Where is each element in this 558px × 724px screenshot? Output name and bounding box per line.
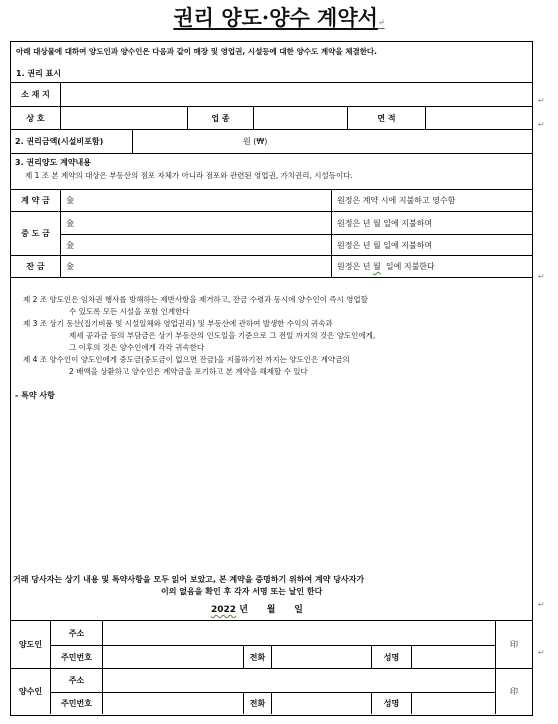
intro-text: 아래 대상물에 대하여 양도인과 양수인은 다음과 같이 매장 및 영업권, 시설등에 대한 양수도 계약을 체결한다. [16, 46, 378, 56]
seller-label: 양도인 [11, 621, 51, 668]
amount-row [11, 129, 532, 153]
buyer-address-label: 주소 [51, 669, 103, 692]
contract-document [10, 41, 533, 716]
buyer-address-field[interactable] [103, 669, 495, 692]
article-4-line-2: 2 배액을 상환하고 양수인은 계약금을 포기하고 본 계약을 해제할 수 있다 [69, 367, 308, 376]
location-field[interactable] [61, 83, 532, 106]
deposit-amount-field[interactable] [61, 190, 331, 211]
article-3-line-1: 제 3 조 상기 동산(집기비품 및 시설일체와 영업권리) 및 부동산에 관하여 발생한 수익의 귀속과 [23, 319, 333, 328]
middle-won-prefix-1: 金 [66, 218, 74, 228]
margin-mark: ↵ [538, 96, 545, 105]
balance-row [11, 255, 532, 277]
store-name-label: 상 호 [11, 107, 61, 129]
balance-label: 잔 금 [11, 256, 61, 277]
article-2-line-1: 제 2 조 양도인은 임차권 행사를 방해하는 제반사항을 제거하고, 잔금 수령과 동시에 양수인이 즉시 영업할 [23, 295, 368, 304]
buyer-name-field[interactable] [411, 692, 495, 714]
store-row [11, 106, 532, 129]
special-terms-heading: - 특약 사항 [15, 391, 55, 400]
deposit-label: 계 약 금 [11, 190, 61, 211]
section-1-heading: 1. 권리 표시 [16, 69, 62, 78]
seller-phone-label: 전화 [243, 645, 271, 668]
section-2-heading: 2. 권리금액(시설비포함) [11, 130, 133, 153]
middle-payment-row [11, 211, 532, 255]
store-name-field[interactable] [61, 107, 187, 129]
article-1-text: 제 1 조 본 계약의 대상은 부동산의 점포 자체가 아니라 점포와 관련된 영업권, 가치권리, 시설등이다. [25, 171, 353, 180]
margin-mark: ↵ [538, 648, 545, 657]
buyer-label: 양수인 [11, 669, 51, 714]
buyer-id-label: 주민번호 [51, 692, 103, 714]
business-type-field[interactable] [253, 107, 347, 129]
seller-name-field[interactable] [411, 645, 495, 668]
closing-line-1: 거래 당사자는 상기 내용 및 특약사항을 모두 읽어 보았고, 본 계약을 증명하기 위하여 계약 당사자가 [13, 575, 365, 584]
middle-note-2: 원정은 년 월 일에 지불하며 [331, 234, 532, 255]
contract-date [211, 602, 303, 615]
seller-id-label: 주민번호 [51, 645, 103, 668]
title-text: 권리 양도·양수 계약서 [173, 5, 378, 30]
seller-id-field[interactable] [103, 645, 243, 668]
date-year: 2022 [211, 605, 237, 615]
page-title [0, 2, 558, 32]
balance-won-prefix: 金 [66, 262, 74, 271]
deposit-row [11, 189, 532, 211]
buyer-phone-field[interactable] [271, 692, 371, 714]
article-4-line-1: 제 4 조 양수인이 양도인에게 중도금(중도금이 없으면 잔금)을 지불하기전 까지는 양도인은 계약금의 [23, 355, 350, 364]
margin-mark: ↵ [538, 600, 545, 609]
section-3-heading: 3. 권리양도 계약내용 [15, 158, 91, 167]
deposit-note: 원정은 계약 시에 지불하고 영수함 [331, 190, 532, 211]
balance-note-b: 월 [373, 262, 381, 271]
amount-field[interactable] [133, 130, 239, 153]
article-3-line-2: 제세 공과금 등의 부담금은 상기 부동산의 인도일을 기준으로 그 전일 까지의 것은 양도인에게, [69, 331, 376, 340]
section-3-header-row [11, 153, 532, 189]
seller-seal: 印 [495, 621, 532, 668]
date-row [11, 598, 532, 620]
date-day-unit: 일 [294, 605, 303, 615]
buyer-name-label: 성명 [371, 692, 411, 714]
buyer-seal: 印 [495, 669, 532, 714]
amount-unit: 원 (₩) [243, 137, 268, 146]
buyer-block [11, 668, 532, 714]
location-label: 소 재 지 [11, 83, 61, 106]
deposit-won-prefix: 金 [66, 196, 74, 205]
middle-won-prefix-2: 金 [66, 240, 74, 250]
business-type-label: 업 종 [187, 107, 253, 129]
seller-name-label: 성명 [371, 645, 411, 668]
middle-note-1: 원정은 년 월 일에 지불하며 [331, 212, 532, 234]
seller-phone-field[interactable] [271, 645, 371, 668]
special-terms-field[interactable] [17, 408, 517, 568]
article-3-line-3: 그 이후의 것은 양수인에게 각각 귀속한다 [69, 343, 205, 352]
section-1-heading-row [11, 60, 532, 82]
terms-body [11, 277, 532, 598]
seller-address-field[interactable] [103, 621, 495, 645]
date-month-unit: 월 [266, 605, 276, 615]
margin-mark: ↵ [538, 272, 545, 281]
location-row [11, 82, 532, 106]
article-2-line-2: 수 있도록 모든 시설을 포함 인계한다 [69, 307, 190, 316]
closing-line-2: 이의 없음을 확인 후 각자 서명 또는 날인 한다 [161, 587, 323, 596]
balance-note-a: 원정은 년 [337, 262, 371, 271]
balance-note [331, 256, 532, 277]
area-field[interactable] [425, 107, 532, 129]
intro-row [11, 42, 532, 60]
middle-amount-field-1[interactable] [61, 212, 331, 234]
area-label: 면 적 [347, 107, 425, 129]
buyer-phone-label: 전화 [243, 692, 271, 714]
balance-amount-field[interactable] [61, 256, 331, 277]
balance-note-c: 일에 지불한다 [385, 262, 435, 271]
buyer-id-field[interactable] [103, 692, 243, 714]
seller-block [11, 620, 532, 668]
date-year-unit: 년 [239, 605, 248, 615]
seller-address-label: 주소 [51, 621, 103, 645]
title-marker: ↵ [377, 18, 385, 27]
middle-payment-label: 중 도 금 [11, 212, 61, 255]
margin-mark: ↵ [538, 120, 545, 129]
middle-amount-field-2[interactable] [61, 234, 331, 255]
